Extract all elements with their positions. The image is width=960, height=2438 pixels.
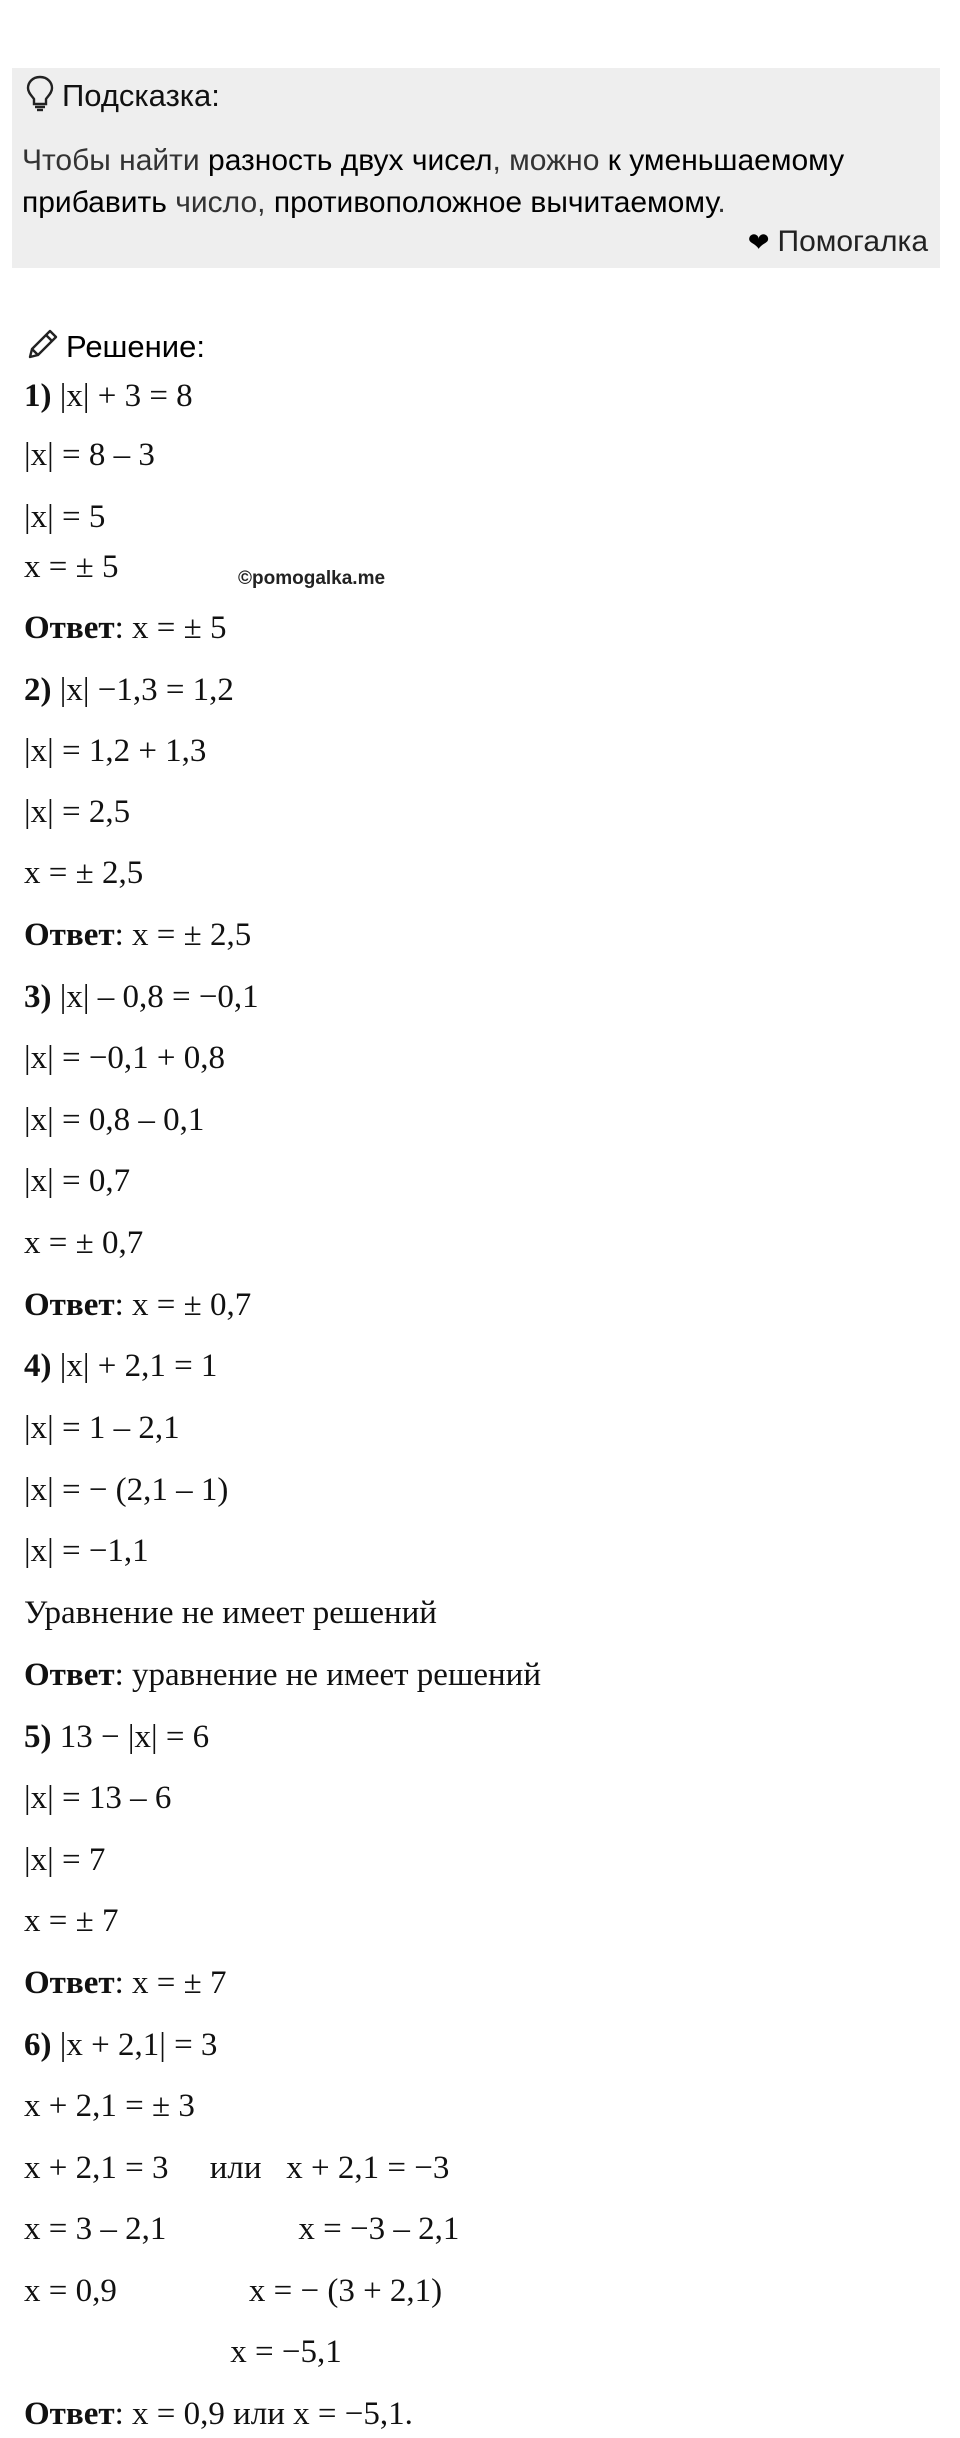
solution-line: [24, 853, 143, 893]
line-text: 13 − |x| = 6: [51, 1719, 210, 1755]
heart-icon: ❤: [747, 226, 770, 257]
solution-line: [24, 376, 193, 416]
answer-line: [24, 608, 226, 648]
line-text: |x| = 7: [24, 1842, 106, 1878]
line-text: : уравнение не имеет решений: [114, 1657, 541, 1693]
line-text: : x = ± 0,7: [114, 1287, 252, 1323]
line-text: |x| = 2,5: [24, 794, 131, 830]
hint-header: [26, 76, 220, 116]
answer-label: Ответ: [24, 610, 115, 646]
pencil-icon: [24, 327, 66, 368]
hint-text: Чтобы найти разность двух чисел, можно к уменьшаемому прибавить число, противоположное вычитаемому.: [22, 144, 845, 219]
task-number: 1): [24, 378, 52, 414]
solution-line: [24, 792, 130, 832]
answer-label: Ответ: [24, 1965, 115, 2001]
line-text: |x| −1,3 = 1,2: [51, 672, 234, 708]
line-text: |x| – 0,8 = −0,1: [51, 979, 259, 1015]
line-text: : x = ± 7: [114, 1965, 227, 2001]
task-number: 4): [24, 1348, 52, 1384]
answer-line: [24, 1655, 541, 1695]
line-text: : x = 0,9 или x = −5,1.: [114, 2396, 413, 2432]
hint-title: Подсказка:: [62, 78, 220, 113]
solution-line: [24, 670, 234, 710]
line-text: x = ± 2,5: [24, 855, 144, 891]
solution-line: [24, 497, 105, 537]
solution-line: [24, 547, 118, 587]
solution-line: [24, 1840, 105, 1880]
line-text: |x| = 0,8 – 0,1: [24, 1102, 205, 1138]
solution-line: [24, 1901, 118, 1941]
solution-line: [24, 1038, 225, 1078]
answer-line: [24, 1285, 251, 1325]
solution-line: [24, 2148, 449, 2188]
line-text: |x| = −1,1: [24, 1533, 149, 1569]
line-text: |x| = − (2,1 – 1): [24, 1472, 229, 1508]
line-text: |x| = 5: [24, 499, 106, 535]
hint-box: [12, 68, 940, 268]
answer-line: [24, 2394, 413, 2434]
solution-line: [24, 1346, 217, 1386]
solution-line: [24, 1470, 228, 1510]
answer-line: [24, 1963, 226, 2003]
answer-label: Ответ: [24, 1287, 115, 1323]
task-number: 5): [24, 1719, 52, 1755]
line-text: |x| = 1 – 2,1: [24, 1410, 180, 1446]
lightbulb-icon: [26, 75, 62, 118]
line-text: x = ± 0,7: [24, 1225, 144, 1261]
line-text: x = −5,1: [24, 2334, 342, 2370]
solution-line: [24, 1717, 209, 1757]
line-text: |x| = 13 – 6: [24, 1780, 172, 1816]
solution-line: [24, 435, 155, 475]
watermark: ©pomogalka.me: [238, 568, 386, 589]
solution-line: [24, 1778, 171, 1818]
brand-name: Помогалка: [777, 225, 928, 258]
solution-header: [24, 325, 205, 369]
line-text: |x| = 0,7: [24, 1163, 131, 1199]
solution-line: [24, 1408, 180, 1448]
answer-label: Ответ: [24, 2396, 115, 2432]
line-text: : x = ± 5: [114, 610, 227, 646]
hint-footer: [748, 224, 928, 260]
task-number: 6): [24, 2027, 52, 2063]
solution-title: Решение:: [66, 329, 205, 364]
answer-label: Ответ: [24, 917, 115, 953]
solution-line: [24, 1100, 204, 1140]
line-text: : x = ± 2,5: [114, 917, 252, 953]
solution-line: [24, 1593, 437, 1633]
line-text: |x| = −0,1 + 0,8: [24, 1040, 226, 1076]
line-text: |x| = 1,2 + 1,3: [24, 733, 207, 769]
task-number: 2): [24, 672, 52, 708]
line-text: x = 3 – 2,1 x = −3 – 2,1: [24, 2211, 460, 2247]
line-text: x = 0,9 x = − (3 + 2,1): [24, 2273, 443, 2309]
solution-line: [24, 977, 259, 1017]
line-text: x + 2,1 = ± 3: [24, 2088, 195, 2124]
solution-line: [24, 2209, 459, 2249]
answer-label: Ответ: [24, 1657, 115, 1693]
line-text: |x| = 8 – 3: [24, 437, 155, 473]
solution-line: [24, 731, 206, 771]
line-text: |x| + 2,1 = 1: [51, 1348, 218, 1384]
solution-line: [24, 2332, 342, 2372]
solution-line: [24, 2025, 217, 2065]
solution-line: [24, 1223, 143, 1263]
solution-line: [24, 2086, 195, 2126]
solution-line: [24, 2271, 442, 2311]
line-text: |x| + 3 = 8: [51, 378, 193, 414]
line-text: x = ± 7: [24, 1903, 119, 1939]
answer-line: [24, 915, 251, 955]
line-text: x = ± 5: [24, 549, 119, 585]
solution-line: [24, 1531, 149, 1571]
solution-line: [24, 1161, 130, 1201]
line-text: |x + 2,1| = 3: [51, 2027, 218, 2063]
line-text: x + 2,1 = 3 или x + 2,1 = −3: [24, 2150, 450, 2186]
line-text: Уравнение не имеет решений: [24, 1595, 437, 1631]
task-number: 3): [24, 979, 52, 1015]
